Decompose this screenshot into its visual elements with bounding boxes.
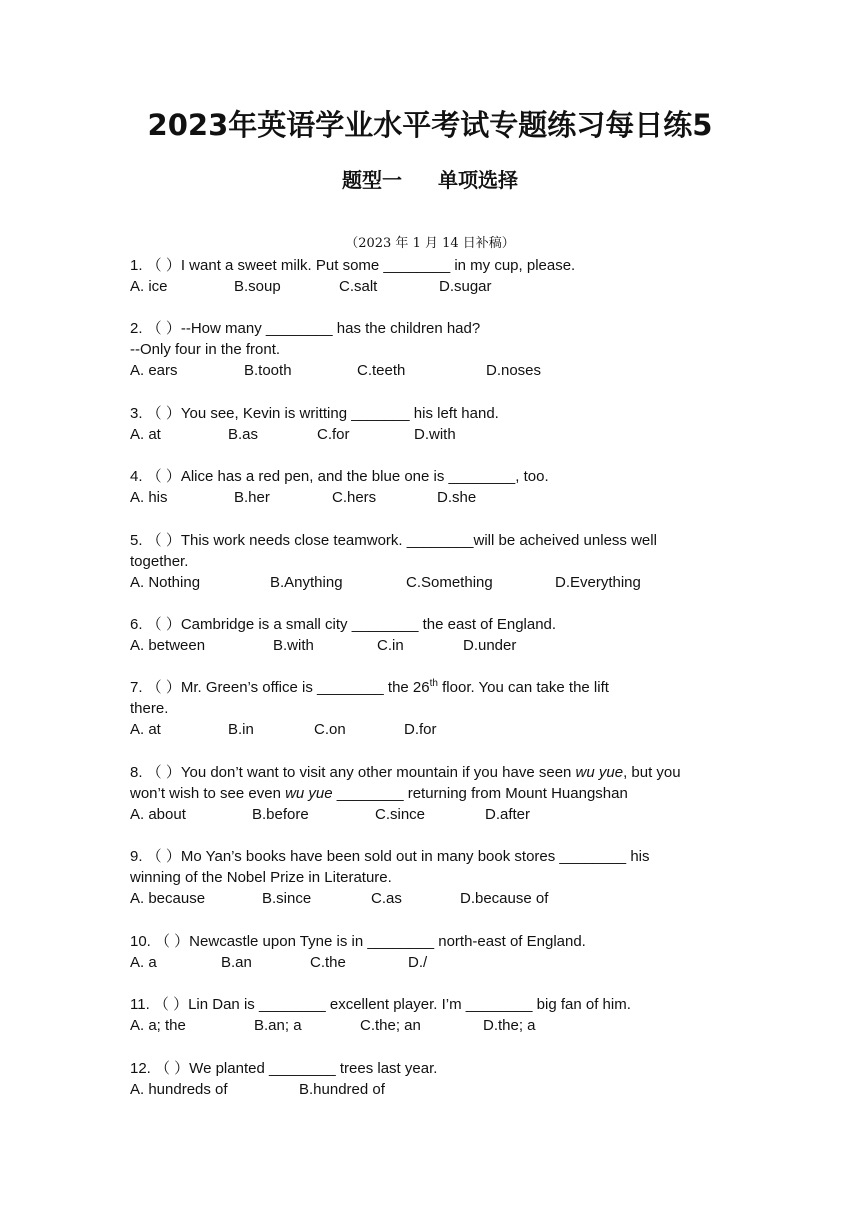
question-2-stem-cont: --Only four in the front.	[130, 341, 281, 358]
question-7-stem-cont: there.	[130, 700, 169, 717]
option-d: D.Everything	[555, 574, 641, 591]
option-c: C.Something	[406, 574, 493, 591]
ordinal-suffix: th	[429, 678, 438, 689]
option-d: D.she	[437, 489, 477, 506]
option-c: C.since	[375, 806, 426, 823]
option-c: C.the	[310, 954, 346, 971]
date-note: （2023 年 1 月 14 日补稿）	[345, 236, 515, 251]
option-b: B.with	[273, 637, 314, 654]
option-a: A. a; the	[130, 1017, 186, 1034]
section-name-label: 单项选择	[438, 168, 518, 192]
option-c: C.hers	[332, 489, 377, 506]
option-b: B.in	[228, 721, 254, 738]
emphasis-text: wu yue	[575, 764, 624, 781]
question-12-stem: 12. （ ）We planted ________ trees last year.	[130, 1060, 438, 1077]
question-8-text-d: ________ returning from Mount Huangshan	[332, 785, 628, 802]
option-c: C.in	[377, 637, 404, 654]
option-a: A. about	[130, 806, 186, 823]
option-a: A. between	[130, 637, 206, 654]
question-4-stem: 4. （ ）Alice has a red pen, and the blue one is ________, too.	[130, 468, 549, 485]
option-a: A. because	[130, 890, 206, 907]
question-1-stem: 1. （ ）I want a sweet milk. Put some ________ in my cup, please.	[130, 257, 576, 274]
question-8-stem-cont	[130, 783, 730, 804]
option-d: D.with	[414, 426, 456, 443]
option-a: A. Nothing	[130, 574, 201, 591]
option-a: A. ice	[130, 278, 168, 295]
option-b: B.as	[228, 426, 259, 443]
page-title: 2023年英语学业水平考试专题练习每日练5	[147, 108, 713, 142]
question-7-stem	[130, 677, 730, 698]
question-11-stem: 11. （ ）Lin Dan is ________ excellent player. I’m ________ big fan of him.	[130, 996, 631, 1013]
option-d: D.noses	[486, 362, 542, 379]
option-a: A. a	[130, 954, 157, 971]
question-3-stem: 3. （ ）You see, Kevin is writting _______ his left hand.	[130, 405, 499, 422]
emphasis-text: wu yue	[285, 785, 333, 802]
question-7-text-b: floor. You can take the lift	[437, 679, 609, 696]
question-6-stem: 6. （ ）Cambridge is a small city ________ the east of England.	[130, 616, 557, 633]
option-d: D.the; a	[483, 1017, 536, 1034]
option-b: B.hundred of	[299, 1081, 385, 1098]
option-b: B.tooth	[244, 362, 292, 379]
question-9-stem: 9. （ ）Mo Yan’s books have been sold out in many book stores ________ his	[130, 848, 650, 865]
question-8-text-b: , but you	[623, 764, 681, 781]
option-c: C.as	[371, 890, 402, 907]
section-heading	[0, 165, 860, 195]
section-type-label: 题型一	[342, 168, 402, 192]
option-b: B.Anything	[270, 574, 343, 591]
question-10-stem: 10. （ ）Newcastle upon Tyne is in ________ north-east of England.	[130, 933, 586, 950]
option-b: B.an; a	[254, 1017, 302, 1034]
option-b: B.an	[221, 954, 252, 971]
option-c: C.on	[314, 721, 346, 738]
option-d: D.for	[404, 721, 437, 738]
question-2-stem: 2. （ ）--How many ________ has the children had?	[130, 320, 481, 337]
question-7-text-a: 7. （ ）Mr. Green’s office is ________ the 26	[130, 679, 430, 696]
option-b: B.since	[262, 890, 312, 907]
option-a: A. at	[130, 721, 161, 738]
question-9-stem-cont: winning of the Nobel Prize in Literature.	[130, 869, 392, 886]
question-8-text-a: 8. （ ）You don’t want to visit any other mountain if you have seen	[130, 764, 576, 781]
option-a: A. ears	[130, 362, 178, 379]
option-b: B.soup	[234, 278, 281, 295]
option-c: C.for	[317, 426, 350, 443]
question-8-text-c: won’t wish to see even	[130, 785, 286, 802]
option-d: D.under	[463, 637, 517, 654]
option-d: D.sugar	[439, 278, 492, 295]
option-a: A. hundreds of	[130, 1081, 228, 1098]
option-c: C.salt	[339, 278, 378, 295]
option-c: C.the; an	[360, 1017, 421, 1034]
option-d: D./	[408, 954, 428, 971]
question-5-stem: 5. （ ）This work needs close teamwork. ________will be acheived unless well	[130, 532, 657, 549]
question-8-stem	[130, 762, 730, 783]
option-b: B.her	[234, 489, 270, 506]
option-d: D.after	[485, 806, 531, 823]
option-d: D.because of	[460, 890, 549, 907]
option-a: A. at	[130, 426, 161, 443]
option-b: B.before	[252, 806, 309, 823]
option-a: A. his	[130, 489, 168, 506]
option-c: C.teeth	[357, 362, 406, 379]
question-5-stem-cont: together.	[130, 553, 189, 570]
